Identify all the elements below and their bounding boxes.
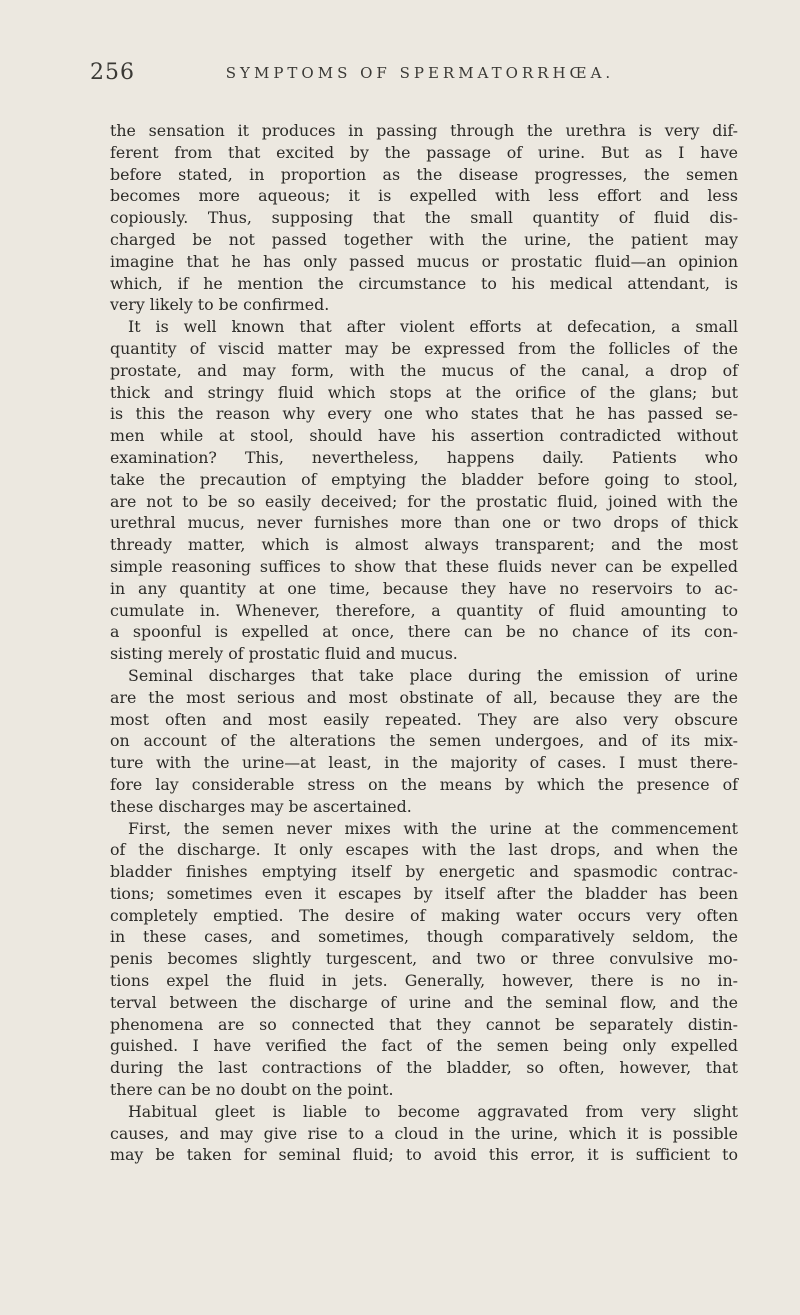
text-line: ferent from that excited by the passage of urine. But as I have bbox=[110, 142, 738, 162]
text-line: completely emptied. The desire of making water occurs very often bbox=[110, 905, 738, 925]
text-line: which, if he mention the circumstance to his medical attendant, is bbox=[110, 273, 738, 293]
text-line: copiously. Thus, supposing that the small quantity of fluid dis- bbox=[110, 208, 738, 228]
text-line: urethral mucus, never furnishes more than one or two drops of thick bbox=[110, 513, 738, 533]
text-line: becomes more aqueous; it is expelled with less effort and less bbox=[110, 186, 738, 206]
text-line: penis becomes slightly turgescent, and two or three convulsive mo- bbox=[110, 949, 738, 969]
running-head: SYMPTOMS OF SPERMATORRHŒA. bbox=[225, 64, 615, 82]
text-line: men while at stool, should have his assertion contradicted without bbox=[110, 426, 738, 446]
text-line: very likely to be confirmed. bbox=[110, 295, 330, 315]
text-line: these discharges may be ascertained. bbox=[110, 796, 412, 816]
page-number: 256 bbox=[90, 60, 135, 85]
text-line: there can be no doubt on the point. bbox=[110, 1080, 394, 1100]
text-line: Habitual gleet is liable to become aggravated from very slight bbox=[128, 1101, 738, 1121]
text-line: bladder finishes emptying itself by energetic and spasmodic contrac- bbox=[110, 862, 738, 882]
text-line: on account of the alterations the semen undergoes, and of its mix- bbox=[110, 731, 738, 751]
text-line: thready matter, which is almost always transparent; and the most bbox=[110, 535, 738, 555]
text-line: It is well known that after violent efforts at defecation, a small bbox=[128, 317, 738, 337]
text-line: sisting merely of prostatic fluid and mucus. bbox=[110, 644, 458, 664]
text-line: before stated, in proportion as the disease progresses, the semen bbox=[110, 164, 738, 184]
text-line: in these cases, and sometimes, though comparatively seldom, the bbox=[110, 927, 738, 947]
text-line: ture with the urine—at least, in the majority of cases. I must there- bbox=[110, 753, 738, 773]
text-line: take the precaution of emptying the bladder before going to stool, bbox=[110, 469, 738, 489]
text-line: Seminal discharges that take place during the emission of urine bbox=[128, 665, 738, 685]
text-line: most often and most easily repeated. They are also very obscure bbox=[110, 709, 738, 729]
text-line: during the last contractions of the bladder, so often, however, that bbox=[110, 1058, 738, 1078]
text-line: terval between the discharge of urine and the seminal flow, and the bbox=[110, 992, 738, 1012]
text-line: of the discharge. It only escapes with the last drops, and when the bbox=[110, 840, 738, 860]
text-line: tions; sometimes even it escapes by itself after the bladder has been bbox=[110, 883, 738, 903]
text-line: in any quantity at one time, because they have no reservoirs to ac- bbox=[110, 578, 738, 598]
text-line: examination? This, nevertheless, happens daily. Patients who bbox=[110, 447, 738, 467]
body-text bbox=[110, 120, 738, 1166]
text-line: a spoonful is expelled at once, there can be no chance of its con- bbox=[110, 622, 738, 642]
text-line: may be taken for seminal fluid; to avoid this error, it is sufficient to bbox=[110, 1145, 738, 1165]
page-header bbox=[90, 60, 750, 86]
text-line: imagine that he has only passed mucus or prostatic fluid—an opinion bbox=[110, 251, 738, 271]
text-line: fore lay considerable stress on the means by which the presence of bbox=[110, 774, 738, 794]
text-line: quantity of viscid matter may be expressed from the follicles of the bbox=[110, 338, 738, 358]
text-line: thick and stringy fluid which stops at the orifice of the glans; but bbox=[110, 382, 738, 402]
text-line: First, the semen never mixes with the urine at the commencement bbox=[128, 818, 738, 838]
text-line: charged be not passed together with the urine, the patient may bbox=[110, 229, 738, 249]
text-line: are not to be so easily deceived; for the prostatic fluid, joined with the bbox=[110, 491, 738, 511]
text-line: tions expel the fluid in jets. Generally, however, there is no in- bbox=[110, 971, 738, 991]
text-line: is this the reason why every one who states that he has passed se- bbox=[110, 404, 738, 424]
text-line: the sensation it produces in passing through the urethra is very dif- bbox=[110, 121, 738, 140]
text-line: cumulate in. Whenever, therefore, a quantity of fluid amounting to bbox=[110, 600, 738, 620]
text-line: prostate, and may form, with the mucus of the canal, a drop of bbox=[110, 360, 738, 380]
text-line: causes, and may give rise to a cloud in the urine, which it is possible bbox=[110, 1123, 738, 1143]
text-line: simple reasoning suffices to show that these fluids never can be expelled bbox=[110, 556, 738, 576]
text-line: guished. I have verified the fact of the semen being only expelled bbox=[110, 1036, 738, 1056]
text-line: phenomena are so connected that they cannot be separately distin- bbox=[110, 1014, 738, 1034]
text-line: are the most serious and most obstinate of all, because they are the bbox=[110, 687, 738, 707]
